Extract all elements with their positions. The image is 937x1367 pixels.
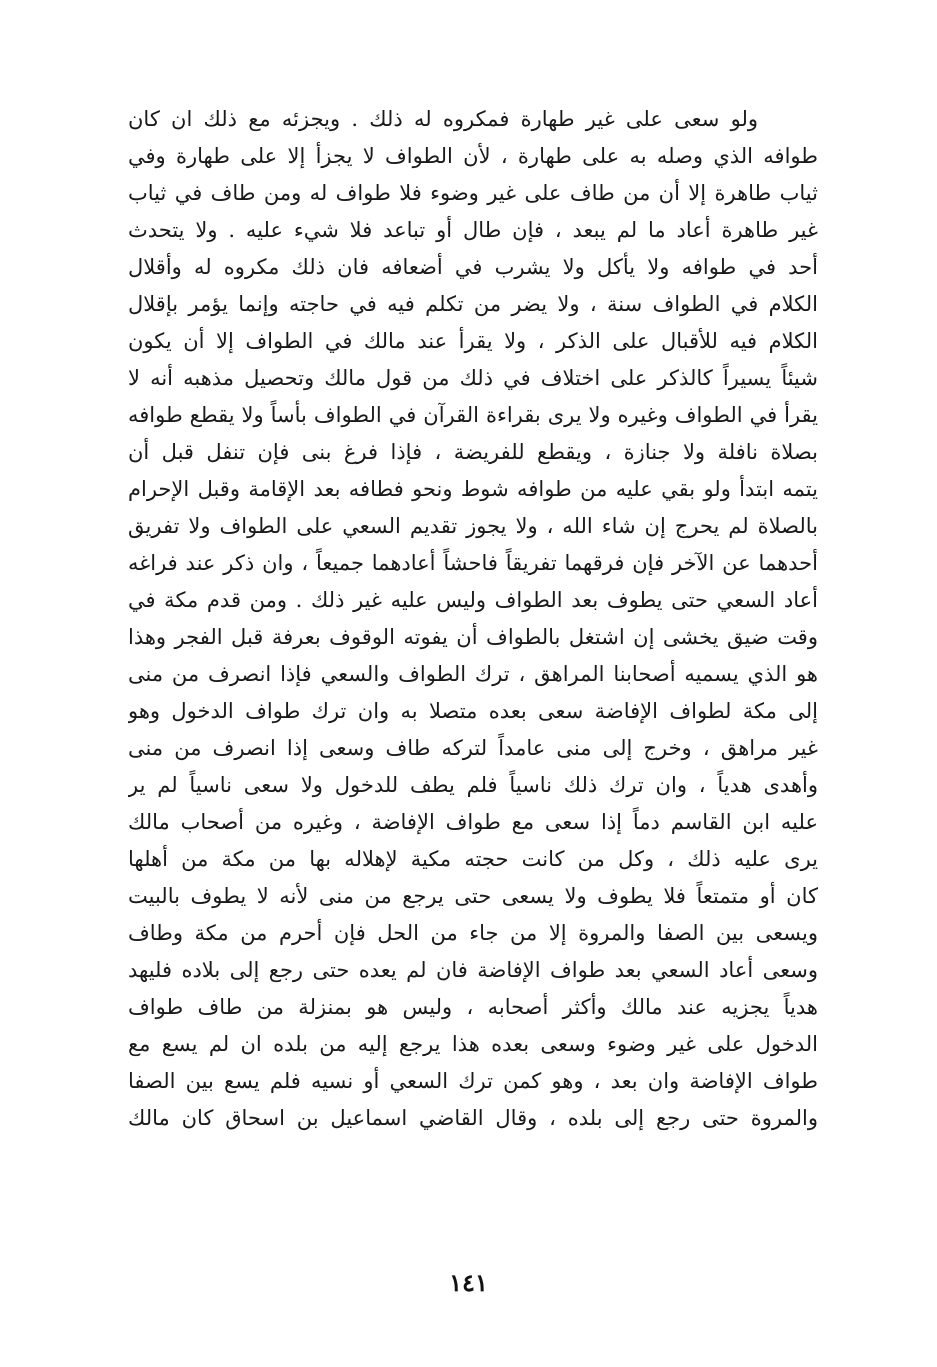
text-line: غير طاهرة أعاد ما لم يبعد ، فإن طال أو تباعد فلا شيء عليه . ولا يتحدث	[128, 218, 818, 242]
text-line: هو الذي يسميه أصحابنا المراهق ، ترك الطواف والسعي فإذا انصرف من منى	[128, 662, 818, 686]
text-line: بالصلاة لم يحرج إن شاء الله ، ولا يجوز تقديم السعي على الطواف ولا تفريق	[128, 514, 818, 538]
text-line: أعاد السعي حتى يطوف بعد الطواف وليس عليه غير ذلك . ومن قدم مكة في	[128, 588, 818, 612]
text-line: يتمه ابتدأ ولو بقي عليه من طوافه شوط ونحو فطافه بعد الإقامة وقبل الإحرام	[128, 477, 818, 501]
text-line: أحدهما عن الآخر فإن فرقهما تفريقاً فاحشاً أعادهما جميعاً ، وان ذكر عند فراغه	[128, 551, 818, 575]
text-line: هدياً يجزيه عند مالك وأكثر أصحابه ، وليس هو بمنزلة من طاف طواف	[128, 995, 818, 1019]
text-line: ثياب طاهرة إلا أن من طاف على غير وضوء فلا طواف له ومن طاف في ثياب	[128, 181, 818, 205]
text-line: وسعى أعاد السعي بعد طواف الإفاضة فان لم يعده حتى رجع إلى بلاده فليهد	[128, 958, 818, 982]
text-line: إلى مكة لطواف الإفاضة سعى بعده متصلا به وان ترك طواف الدخول وهو	[128, 699, 818, 723]
page-number: ١٤١	[449, 1268, 488, 1297]
text-line: وقت ضيق يخشى إن اشتغل بالطواف أن يفوته الوقوف بعرفة قبل الفجر وهذا	[128, 625, 818, 649]
text-line: أحد في طوافه ولا يأكل ولا يشرب في أضعافه فان ذلك مكروه له وأقلال	[128, 255, 818, 279]
text-line: عليه ابن القاسم دماً إذا سعى مع طواف الإفاضة ، وغيره من أصحاب مالك	[128, 810, 818, 834]
text-line: والمروة حتى رجع إلى بلده ، وقال القاضي اسماعيل بن اسحاق كان مالك	[128, 1106, 818, 1130]
text-line: بصلاة نافلة ولا جنازة ، ويقطع للفريضة ، فإذا فرغ بنى فإن تنفل قبل أن	[128, 440, 818, 464]
text-line: الدخول على غير وضوء وسعى بعده هذا يرجع إليه من بلده ان لم يسع مع	[128, 1032, 818, 1056]
body-text	[128, 101, 818, 1137]
text-line: الكلام فيه للأقبال على الذكر ، ولا يقرأ عند مالك في الطواف إلا أن يكون	[128, 329, 818, 353]
text-line: غير مراهق ، وخرج إلى منى عامداً لتركه طاف وسعى إذا انصرف من منى	[128, 736, 818, 760]
text-line: يرى عليه ذلك ، وكل من كانت حجته مكية لإهلاله بها من مكة من أهلها	[128, 847, 818, 871]
text-line: طوافه الذي وصله به على طهارة ، لأن الطواف لا يجزأ إلا على طهارة وفي	[128, 144, 818, 168]
text-line: طواف الإفاضة وان بعد ، وهو كمن ترك السعي أو نسيه فلم يسع بين الصفا	[128, 1069, 818, 1093]
text-line: الكلام في الطواف سنة ، ولا يضر من تكلم فيه في حاجته وإنما يؤمر بإقلال	[128, 292, 818, 316]
text-line: وأهدى هدياً ، وان ترك ذلك ناسياً فلم يطف للدخول ولا سعى ناسياً لم ير	[128, 773, 818, 797]
text-line: ويسعى بين الصفا والمروة إلا من جاء من الحل فإن أحرم من مكة وطاف	[128, 921, 818, 945]
text-line: شيئاً يسيراً كالذكر على اختلاف في ذلك من قول مالك وتحصيل مذهبه أنه لا	[128, 366, 818, 390]
text-line: يقرأ في الطواف وغيره ولا يرى بقراءة القرآن في الطواف بأساً ولا يقطع طوافه	[128, 403, 818, 427]
text-line: كان أو متمتعاً فلا يطوف ولا يسعى حتى يرجع من منى لأنه لا يطوف بالبيت	[128, 884, 818, 908]
text-line: ولو سعى على غير طهارة فمكروه له ذلك . ويجزئه مع ذلك ان كان	[128, 107, 758, 131]
